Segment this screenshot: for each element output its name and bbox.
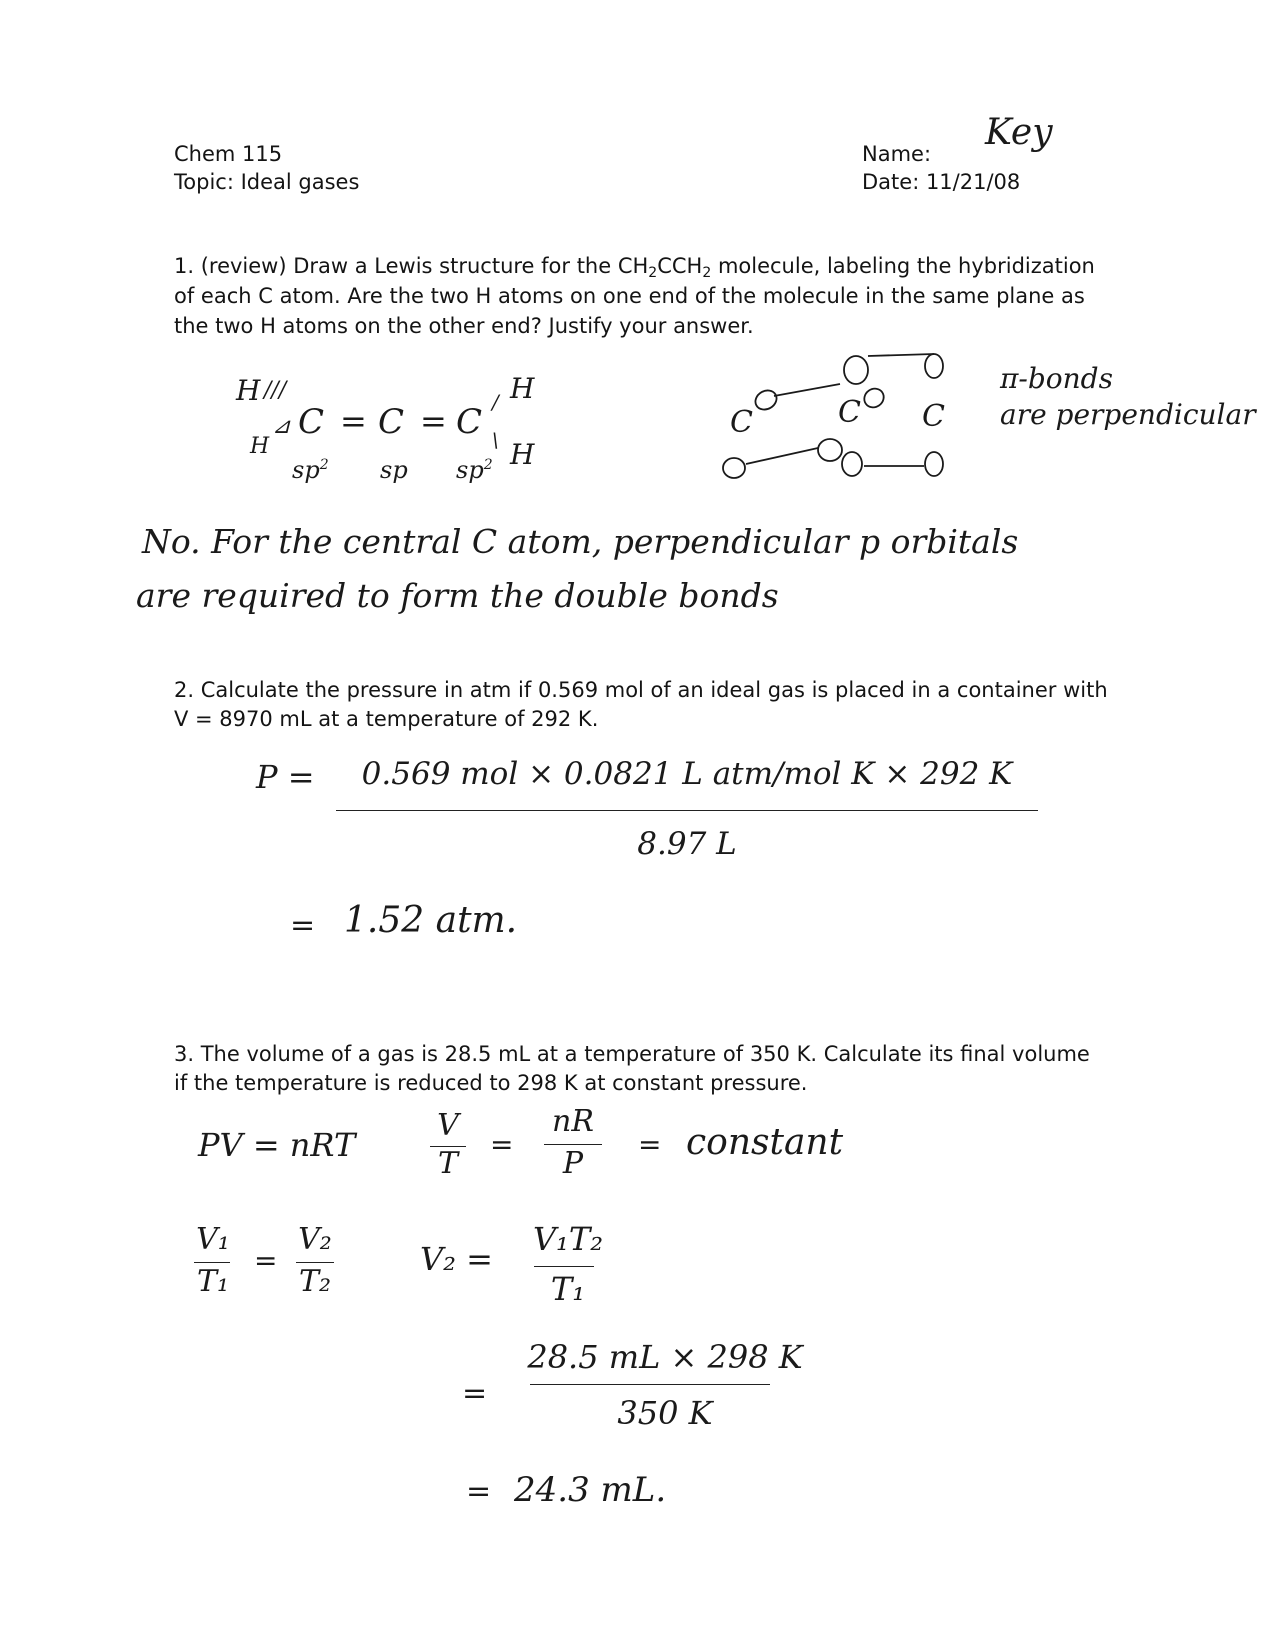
- v2-label: V₂ =: [420, 1240, 493, 1278]
- nr-over-p-denominator: P: [562, 1146, 584, 1181]
- v1t2-bar: [534, 1266, 594, 1267]
- topic-line: Topic: Ideal gases: [174, 170, 360, 194]
- volume-calc-numerator: 28.5 mL × 298 K: [527, 1338, 803, 1376]
- lewis-structure: [230, 370, 590, 500]
- p-orbital-sketch: [700, 340, 1000, 490]
- question-1-line-2: of each C atom. Are the two H atoms on one end of the molecule in the same plane as: [174, 284, 1085, 308]
- equals-3: =: [254, 1244, 278, 1277]
- equals-2: =: [638, 1128, 662, 1161]
- v-over-t-numerator: V: [437, 1108, 459, 1143]
- question-2-line-1: 2. Calculate the pressure in atm if 0.569 mol of an ideal gas is placed in a container with: [174, 678, 1108, 702]
- lewis-double-bond-1: =: [340, 402, 367, 440]
- ideal-gas-law: PV = nRT: [198, 1126, 356, 1164]
- pressure-denominator: 8.97 L: [637, 826, 737, 862]
- lewis-h-bottom-right: H: [510, 438, 535, 471]
- volume-calc-bar: [530, 1384, 770, 1385]
- v2-over-t2-numerator: V₂: [298, 1222, 332, 1257]
- answer-1-line-1: No. For the central C atom, perpendicular p orbitals: [142, 522, 1019, 561]
- equals-5: =: [466, 1474, 492, 1509]
- pressure-result-equals: =: [290, 908, 316, 943]
- equals-4: =: [462, 1376, 488, 1411]
- lewis-hyb-3: $sp^2$: [456, 456, 493, 484]
- lewis-bond-lower-right: \: [492, 428, 499, 452]
- lewis-hash-bond: ///: [264, 378, 287, 403]
- pressure-label: P =: [256, 758, 315, 796]
- lewis-c1: C: [298, 402, 325, 442]
- final-volume: 24.3 mL.: [514, 1470, 667, 1510]
- v1-over-t1-numerator: V₁: [196, 1222, 230, 1257]
- lewis-c3: C: [456, 402, 483, 442]
- question-3-line-1: 3. The volume of a gas is 28.5 mL at a temperature of 350 K. Calculate its final volume: [174, 1042, 1090, 1066]
- course-title: Chem 115: [174, 142, 283, 166]
- v1-over-t1-bar: [194, 1262, 230, 1263]
- t1-denominator: T₁: [550, 1270, 586, 1308]
- question-1-line-1: 1. (review) Draw a Lewis structure for the $CH_2CCH_2$ molecule, labeling the hybridization: [174, 254, 1095, 281]
- v1-over-t1-denominator: T₁: [196, 1264, 230, 1299]
- lewis-h-bottom-left: H: [250, 434, 270, 459]
- pressure-result: 1.52 atm.: [344, 900, 518, 941]
- v2-over-t2-denominator: T₂: [298, 1264, 332, 1299]
- date-line: Date: 11/21/08: [862, 170, 1021, 194]
- v-over-t-denominator: T: [437, 1146, 458, 1181]
- answer-1-line-2: are required to form the double bonds: [136, 576, 779, 615]
- volume-calc-denominator: 350 K: [617, 1394, 713, 1432]
- orbital-c-left: C: [730, 405, 753, 440]
- lewis-h-top-right: H: [510, 372, 535, 405]
- lewis-c2: C: [378, 402, 405, 442]
- pi-bonds-note-line-2: are perpendicular: [1000, 398, 1256, 431]
- orbital-c-middle: C: [838, 395, 861, 430]
- v2-over-t2-bar: [296, 1262, 334, 1263]
- question-3-line-2: if the temperature is reduced to 298 K at constant pressure.: [174, 1071, 808, 1095]
- orbital-c-right: C: [922, 399, 945, 434]
- v1t2-numerator: V₁T₂: [532, 1220, 604, 1258]
- lewis-hyb-1: $sp^2$: [292, 456, 329, 484]
- lewis-h-top-left: H: [236, 374, 261, 407]
- lewis-hyb-2: sp: [380, 456, 408, 484]
- pressure-fraction-bar: [336, 810, 1038, 811]
- lewis-double-bond-2: =: [420, 402, 447, 440]
- pi-bonds-note-line-1: π-bonds: [1000, 362, 1113, 395]
- lewis-wedge-bond: ⊿: [272, 414, 291, 439]
- equals-1: =: [490, 1128, 514, 1161]
- question-2-line-2: V = 8970 mL at a temperature of 292 K.: [174, 707, 599, 731]
- name-label: Name:: [862, 142, 932, 166]
- nr-over-p-bar: [544, 1144, 602, 1145]
- lewis-bond-upper-right: /: [492, 390, 499, 414]
- nr-over-p-numerator: nR: [552, 1104, 594, 1139]
- name-handwritten: Key: [985, 112, 1053, 153]
- constant-label: constant: [686, 1122, 844, 1163]
- pressure-numerator: 0.569 mol × 0.0821 L atm/mol K × 292 K: [361, 756, 1013, 792]
- question-1-line-3: the two H atoms on the other end? Justify your answer.: [174, 314, 754, 338]
